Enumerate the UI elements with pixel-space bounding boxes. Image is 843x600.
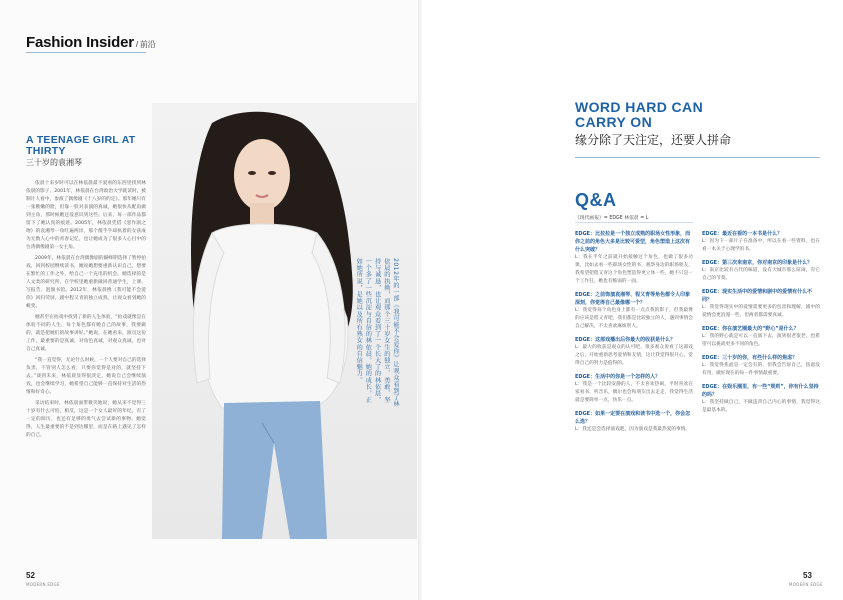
answer: L：我的野心就是可以一直演下去，演到很老很老，也希望可以挑战更多不同的角色。 — [702, 334, 820, 347]
right-headline-en: WORD HARD CAN CARRY ON — [575, 99, 704, 130]
left-footer-magazine: MODERN EDGE — [26, 582, 60, 587]
brand-title: Fashion Insider — [26, 34, 134, 51]
vertical-pull-quote: 2012年的一部《我可能不会爱你》让观众看到了林依晨的执拗，而那个三十岁女生的独立、勇敢、坚持与诚恳，也让观众看到了一个长大了的林依晨，一个多了一些沉淀与自信的林依晨，她的成长，正如她所说，是她以及所有熟女的自信魅力。 — [355, 258, 399, 408]
question: EDGE：最近在看的一本书是什么？ — [702, 231, 783, 237]
article-paragraph: “我一直觉得，无论什么时候，一个人要对自己的选择负责，不管别人怎么看，只要你觉得是对的，就坚持下去。”谈到未来，林依晨显得很淡定，她说自己会继续演戏，也会继续学习，她希望自己能够一直保持对生活的热情和好奇心。 — [26, 358, 146, 395]
qa-column-right — [702, 230, 820, 420]
article-paragraph: 采访结束时，林依晨面带微笑地说，她从来不觉得三十岁有什么可怕，相反，这是一个女人最好的年纪，有了一定的阅历，也还有足够的勇气去尝试新的事物。她觉得，人生最重要的不是到达哪里，而是在路上遇见了怎样的自己。 — [26, 401, 146, 438]
article-paragraph: 依晨十来岁时可以在林依晨最不爱看的东西里找到林依晨的影子，2001年，林依晨在台湾政治大学就读时，被制片人看中，参演了偶像剧《十八岁的约定》。那年她只有一张稚嫩的脸，但靠一股对表演的真诚，她很快从配角做到主角，那时候她还没意识到这些。后来，每一部作品都留下了她认真的痕迹。2005年，林依晨凭借《恶作剧之吻》的袁湘琴一角红遍两岸，那个傻乎乎却执着的女孩成为无数人心中的青春记忆，也让她成为了很多人心目中的台湾偶像剧第一女主角。 — [26, 181, 146, 250]
qa-item — [575, 410, 693, 434]
left-headline-en: A TEENAGE GIRL AT THIRTY — [26, 134, 136, 157]
right-footer-magazine: MODERN EDGE — [789, 582, 823, 587]
qa-item — [575, 230, 693, 286]
question: EDGE：生活中的你是一个怎样的人？ — [575, 374, 661, 380]
qa-item — [575, 336, 693, 368]
question: EDGE：如果一定要在演戏和读书中选一个，你会怎么选？ — [575, 411, 691, 425]
qa-item — [702, 354, 820, 378]
qa-item — [575, 373, 693, 405]
left-article-body — [26, 180, 146, 440]
answer: L：我坚持做自己，不做违背自己内心的事情，我觉得这是最基本的。 — [702, 400, 820, 413]
right-headline-cn: 缘分除了天注定，还要人拼命 — [575, 133, 732, 147]
answer: L：我觉得现实中的爱情需要更多的包容和理解，剧中的爱情会更浪漫一些，但两者都需要真诚。 — [702, 305, 820, 318]
answer: L：我是一个比较安静的人，不太喜欢热闹，平时喜欢在家看书、听音乐，偶尔也会和朋友出去走走，我觉得生活就是要简单一点，快乐一点。 — [575, 382, 693, 403]
qa-item — [702, 383, 820, 415]
question: EDGE：现实生活中的爱情和剧中的爱情有什么不同？ — [702, 289, 813, 303]
qa-item — [702, 288, 820, 320]
question: EDGE：之前饰演袁湘琴、程又青等角色都令人印象深刻，你觉得自己最像哪一个？ — [575, 292, 691, 306]
answer: L：我觉得焦虑是一定会有的，但我会告诉自己，焦虑没有用，做好现在的每一件事情最重要。 — [702, 363, 820, 376]
qa-item — [575, 291, 693, 331]
qa-item — [702, 325, 820, 349]
question: EDGE：第三次来南京，你对南京的印象是什么？ — [702, 260, 813, 266]
article-paragraph: 她甚至在拍戏中找到了新的人生体验，“拍戏就像是在体验不同的人生，每个角色都有她自己的故事，我要做的，就是把她们的故事讲好。”她说。在她看来，演员这份工作，最重要的是真诚，对角色真诚，对观众真诚，也对自己真诚。 — [26, 315, 146, 352]
qa-rule — [575, 222, 693, 223]
answer: L：我在半年之前就开始接触这个角色，也做了很多功课，比如去看一些职场女性的书，观察身边的职场朋友，我希望把程又青这个角色塑造得更立体一些，她不只是一个工作狂，她也有脆弱的一面。 — [575, 255, 693, 284]
left-headline-cn: 三十岁的袁湘琴 — [26, 158, 82, 167]
spread-gutter — [418, 0, 424, 600]
qa-column-left — [575, 230, 693, 439]
right-headline-rule — [575, 157, 820, 158]
qa-item — [702, 230, 820, 254]
answer: L：最大的收获是观众的认可吧，很多观众说看了这部戏之后，开始重新思考爱情和友情，这让我觉得很开心，觉得自己的努力是值得的。 — [575, 345, 693, 366]
question: EDGE：比拉拉是一个独立成熟的职场女性形象，而你之前的角色大多是比较可爱型，角色塑造上这次有什么突破？ — [575, 231, 691, 253]
article-paragraph: 2009年，林依晨在台湾偶像剧的巅峰期选择了暂停拍戏，回到校园继续读书，她说她想要重新认识自己，想要在繁忙的工作之外，给自己一个充电的机会。她选择的是人文类的研究所，在学校里她重新做回普通学生，上课、写报告、泡图书馆。2012年，林依晨携《我可能不会爱你》回归荧屏，剧中程又青的独立成熟，让观众看到她的蜕变。 — [26, 256, 146, 309]
question: EDGE：这部戏播出后你最大的收获是什么？ — [575, 337, 676, 343]
qa-credit: 《现代画报》= EDGE 林依晨 = L — [575, 216, 649, 221]
left-page-number: 52 — [26, 571, 35, 580]
answer: L：南京比较有古代的味道，没有大城市那么喧闹，有它自己的节奏。 — [702, 268, 820, 281]
header-rule — [26, 52, 146, 53]
answer: L：因为下一部片子在准备中，所以在看一些资料，也在看一本关于心理学的书。 — [702, 239, 820, 252]
question: EDGE：你在演艺圈最大的“野心”是什么？ — [702, 326, 799, 332]
brand-subtitle: / 前沿 — [135, 40, 156, 49]
answer: L：我觉得每个角色身上都有一点点我的影子，但我最像的应该是程又青吧，我们都是比较独立的人，遇到事情会自己解决，不太喜欢麻烦别人。 — [575, 308, 693, 329]
question: EDGE：三十岁的你，有些什么样的焦虑？ — [702, 355, 798, 361]
qa-title: Q&A — [575, 190, 617, 210]
question: EDGE：在娱乐圈里，有一些“规则”，你有什么坚持的吗？ — [702, 384, 819, 398]
qa-item — [702, 259, 820, 283]
right-page-number: 53 — [803, 571, 812, 580]
answer: L：我还是会选择演戏吧，因为演戏是我最热爱的事情。 — [575, 427, 691, 432]
magazine-section-header — [26, 34, 156, 51]
